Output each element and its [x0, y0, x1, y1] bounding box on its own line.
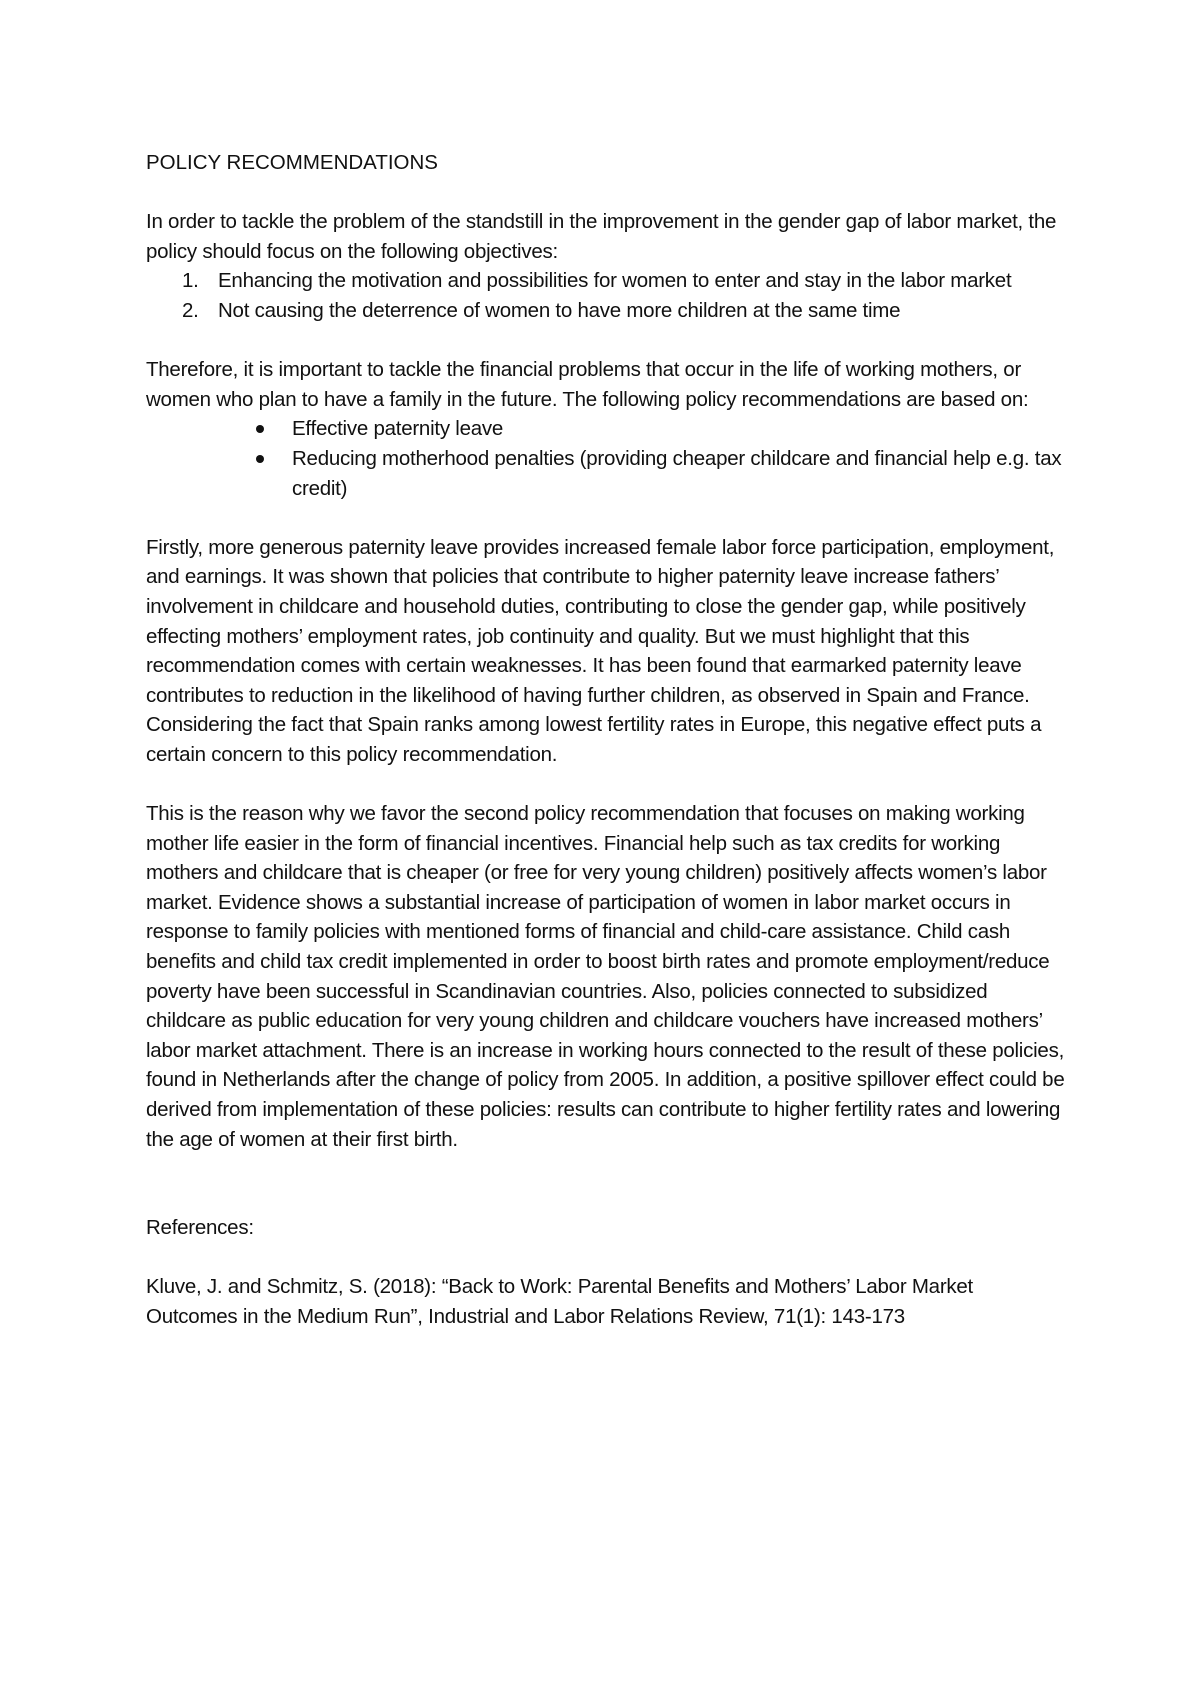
- section-title: POLICY RECOMMENDATIONS: [146, 151, 438, 174]
- list-item: [146, 266, 1066, 296]
- bullet-icon: [256, 455, 264, 463]
- references-heading: References:: [146, 1216, 254, 1240]
- list-item: [146, 444, 1066, 503]
- list-number: 1.: [182, 269, 199, 293]
- list-item: [146, 414, 1066, 444]
- list-number: 2.: [182, 298, 199, 322]
- list-item-text: Not causing the deterrence of women to have more children at the same time: [218, 298, 901, 322]
- list-item-text: Reducing motherhood penalties (providing cheaper childcare and financial help e.g. tax credit): [292, 446, 1062, 500]
- objectives-list: [146, 266, 1066, 325]
- list-item: [146, 296, 1066, 326]
- reference-entry: Kluve, J. and Schmitz, S. (2018): “Back to Work: Parental Benefits and Mothers’ Labor Market Outcomes in the Medium Run”, Industrial and Labor Relations Review, 71(1): 143-173: [146, 1275, 973, 1328]
- bullet-icon: [256, 425, 264, 433]
- financial-incentives-paragraph: This is the reason why we favor the second policy recommendation that focuses on making working mother life easier in the form of financial incentives. Financial help such as tax credits for working mothers and childcare that is cheaper (or free for very young children) positively affects women’s labor market. Evidence shows a substantial increase of participation of women in labor market occurs in response to family policies with mentioned forms of financial and child-care assistance. Child cash benefits and child tax credit implemented in order to boost birth rates and promote employment/reduce poverty have been successful in Scandinavian countries. Also, policies connected to subsidized childcare as public education for very young children and childcare vouchers have increased mothers’ labor market attachment. There is an increase in working hours connected to the result of these policies, found in Netherlands after the change of policy from 2005. In addition, a positive spillover effect could be derived from implementation of these policies: results can contribute to higher fertility rates and lowering the age of women at their first birth.: [146, 802, 1065, 1151]
- list-item-text: Enhancing the motivation and possibilities for women to enter and stay in the labor market: [218, 269, 1012, 293]
- recommendation-bases-list: [146, 414, 1066, 503]
- list-item-text: Effective paternity leave: [292, 417, 504, 441]
- paternity-leave-paragraph: Firstly, more generous paternity leave provides increased female labor force participation, employment, and earnings. It was shown that policies that contribute to higher paternity leave increase fathers’ involvement in childcare and household duties, contributing to close the gender gap, while positively effecting mothers’ employment rates, job continuity and quality. But we must highlight that this recommendation comes with certain weaknesses. It has been found that earmarked paternity leave contributes to reduction in the likelihood of having further children, as observed in Spain and France. Considering the fact that Spain ranks among lowest fertility rates in Europe, this negative effect puts a certain concern to this policy recommendation.: [146, 535, 1055, 766]
- therefore-paragraph: Therefore, it is important to tackle the financial problems that occur in the life of working mothers, or women who plan to have a family in the future. The following policy recommendations are based on:: [146, 358, 1029, 411]
- intro-paragraph: In order to tackle the problem of the standstill in the improvement in the gender gap of labor market, the policy should focus on the following objectives:: [146, 210, 1057, 263]
- document-body: [146, 148, 1066, 1332]
